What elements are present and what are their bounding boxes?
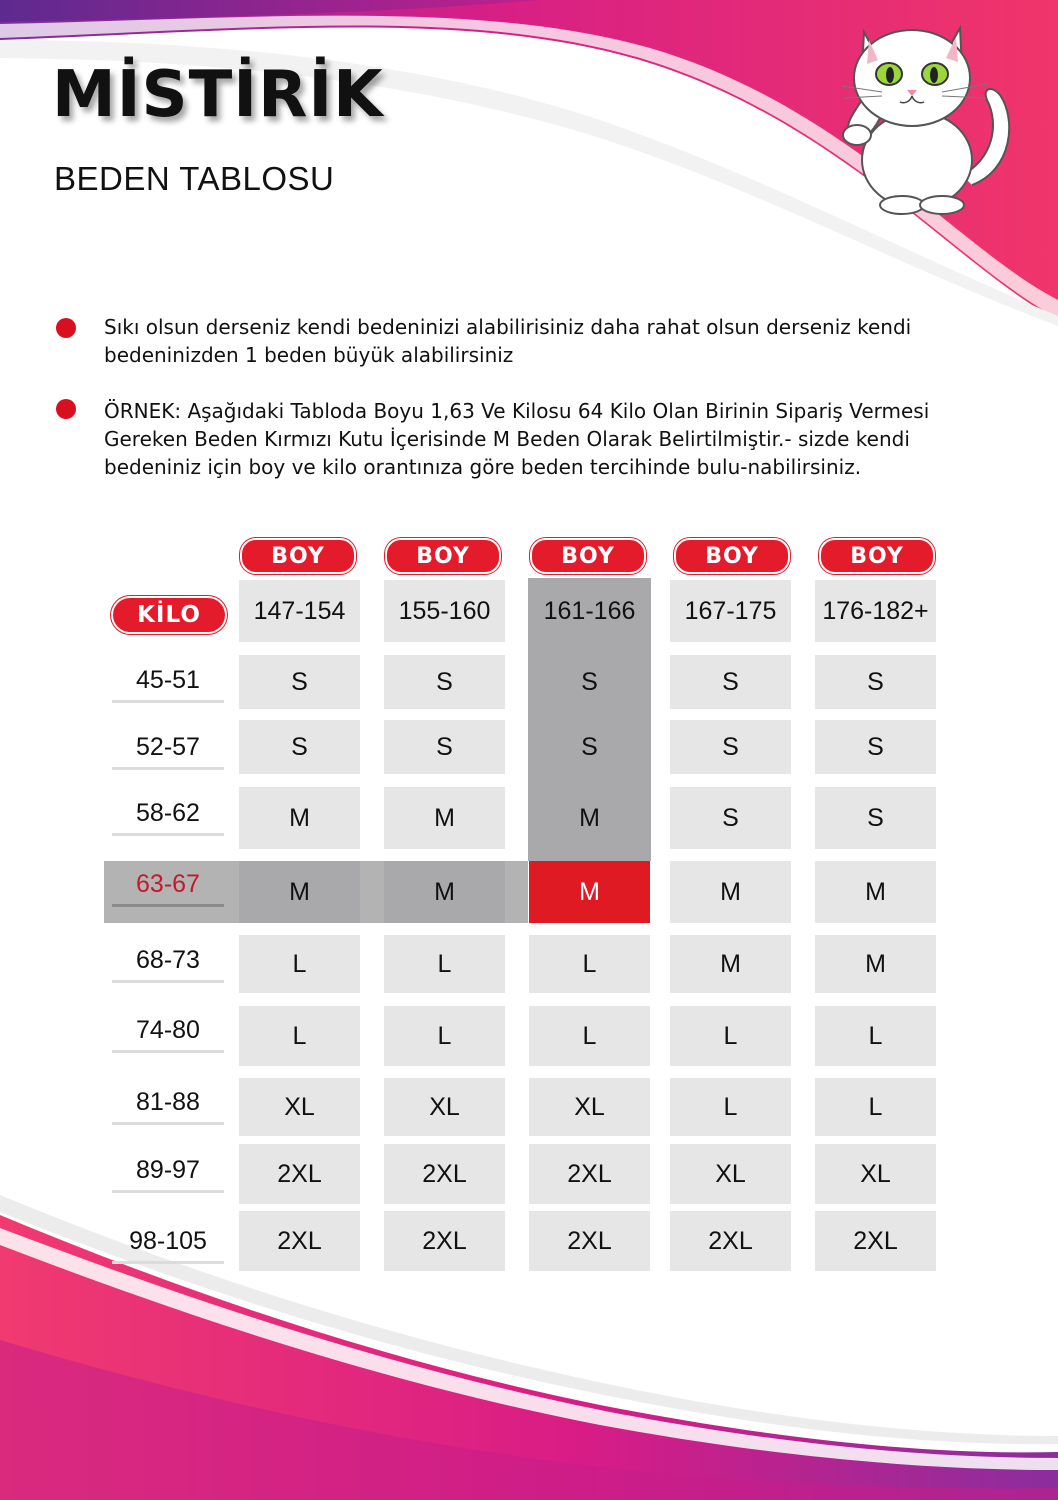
size-cell: 2XL [239,1211,360,1271]
size-cell: 2XL [670,1211,791,1271]
height-range-header: 167-175 [670,580,791,642]
size-cell: S [384,720,505,774]
size-cell: L [529,1006,650,1066]
page-title: BEDEN TABLOSU [54,160,335,197]
size-cell: S [815,655,936,709]
weight-range-label: 63-67 [112,864,224,907]
size-cell: L [239,1006,360,1066]
size-cell: S [815,787,936,849]
bullet-dot-icon [56,318,76,338]
size-cell: XL [815,1144,936,1204]
weight-range-label: 68-73 [112,940,224,983]
weight-range-label: 81-88 [112,1082,224,1125]
size-cell: S [384,655,505,709]
note-1: Sıkı olsun derseniz kendi bedeninizi alabilirisiniz daha rahat olsun derseniz kendi bedeninizden 1 beden büyük alabilirsiniz [104,315,912,367]
size-cell: L [529,935,650,993]
size-cell: M [670,861,791,923]
size-cell: XL [529,1078,650,1136]
size-cell: 2XL [384,1211,505,1271]
kilo-label: KİLO [113,598,225,632]
size-cell: 2XL [529,1144,650,1204]
note-2: ÖRNEK: Aşağıdaki Tabloda Boyu 1,63 Ve Kilosu 64 Kilo Olan Birinin Sipariş Vermesi Gereken Beden Kırmızı Kutu İçerisinde M Beden Olarak Belirtilmiştir.- sizde kendi bedeniniz için boy ve kilo orantınıza göre beden tercihinde bulu-nabilirsiniz. [104,399,930,479]
size-cell: XL [670,1144,791,1204]
boy-header-pill: BOY [819,538,935,574]
size-cell: S [529,720,650,774]
weight-range-label: 45-51 [112,660,224,703]
size-cell: M [815,861,936,923]
size-cell: L [239,935,360,993]
size-cell: M [384,861,505,923]
size-cell: XL [239,1078,360,1136]
height-range-header: 155-160 [384,580,505,642]
size-cell: M [529,787,650,849]
size-cell: 2XL [815,1211,936,1271]
height-range-header: 147-154 [239,580,360,642]
size-cell: L [384,1006,505,1066]
height-range-header: 161-166 [529,580,650,642]
boy-header-pill: BOY [385,538,501,574]
size-cell: 2XL [529,1211,650,1271]
size-cell: L [815,1006,936,1066]
height-range-header: 176-182+ [815,580,936,642]
weight-range-label: 98-105 [112,1221,224,1264]
size-cell: S [670,720,791,774]
recommended-size-cell: M [529,861,650,923]
boy-header-pill: BOY [530,538,646,574]
size-cell: S [239,720,360,774]
size-cell: M [670,935,791,993]
size-cell: S [670,787,791,849]
weight-range-label: 58-62 [112,793,224,836]
size-cell: 2XL [384,1144,505,1204]
weight-range-label: 89-97 [112,1150,224,1193]
size-cell: M [239,787,360,849]
cat-illustration [822,10,1017,215]
size-cell: S [670,655,791,709]
boy-header-pill: BOY [674,538,790,574]
size-cell: M [815,935,936,993]
size-cell: S [815,720,936,774]
brand-logo: MİSTİRİK [52,58,384,132]
boy-header-pill: BOY [240,538,356,574]
size-cell: L [815,1078,936,1136]
size-cell: 2XL [239,1144,360,1204]
size-cell: M [239,861,360,923]
weight-range-label: 74-80 [112,1010,224,1053]
size-cell: L [670,1006,791,1066]
size-cell: M [384,787,505,849]
size-cell: S [239,655,360,709]
weight-range-label: 52-57 [112,727,224,770]
bullet-dot-icon [56,399,76,419]
size-cell: XL [384,1078,505,1136]
size-cell: L [670,1078,791,1136]
size-cell: S [529,655,650,709]
size-cell: L [384,935,505,993]
